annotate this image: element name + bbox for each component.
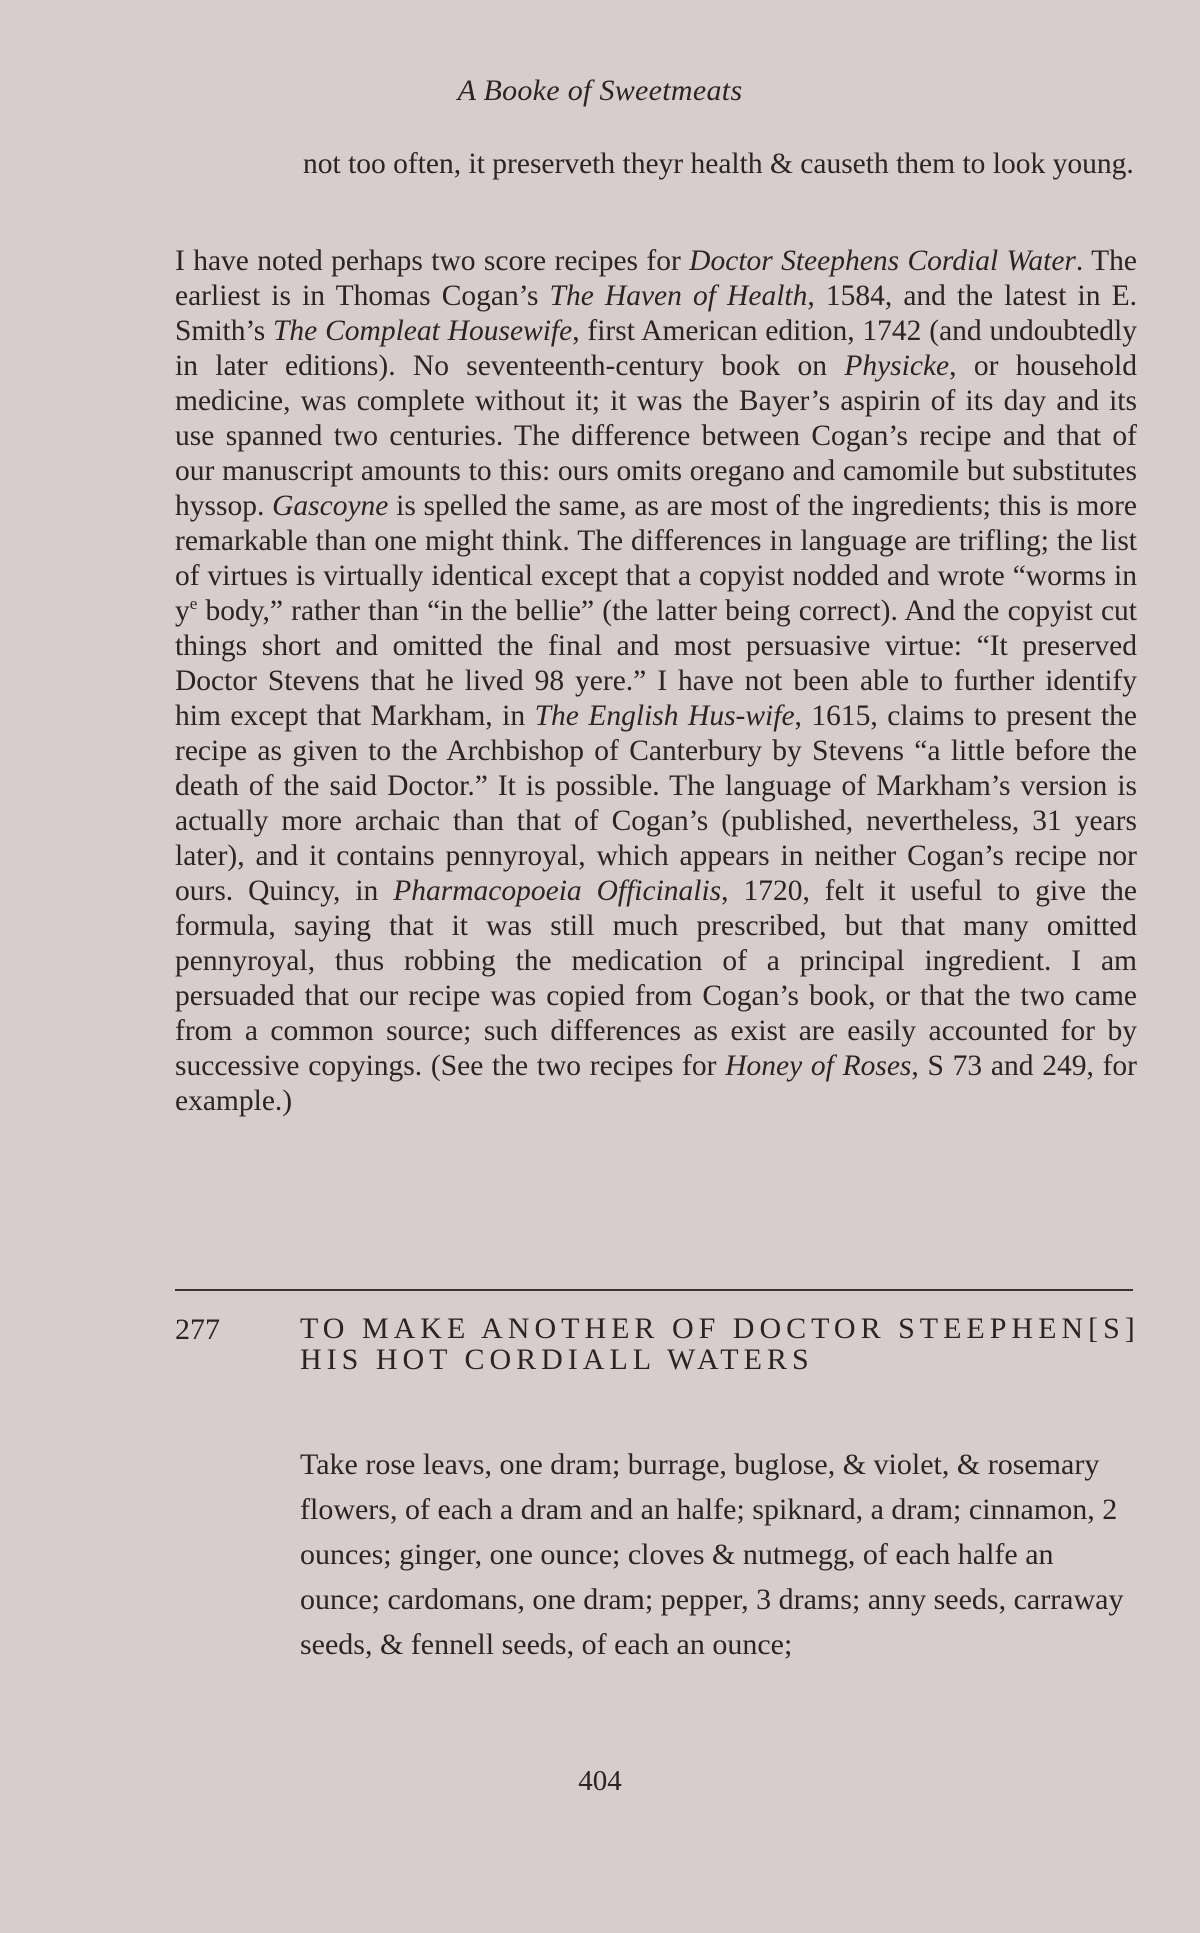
- commentary-text: body,” rather than “in the bellie” (the latter being correct). And the copyist cut things short and omitted the final and most persuasive virtue: “It preserved Doctor Stevens that he lived 98 yere.” I have not been able to further identify him except that Markham, in: [175, 595, 1137, 732]
- commentary-text: , S 73 and 249, for example.): [175, 1050, 1137, 1117]
- section-divider: [175, 1289, 1133, 1291]
- commentary-text: , first American edition, 1742 (and undoubtedly in later editions). No seventeenth-century book on: [175, 315, 1138, 382]
- commentary-italic: The English Hus-wife: [534, 700, 795, 732]
- recipe-continuation: [303, 142, 1143, 186]
- recipe-text: Take rose leavs, one dram; burrage, buglose, & violet, & rosemary flowers, of each a dram and an halfe; spiknard, a dram; cinnamon, 2 ounces; ginger, one ounce; cloves & nutmegg, of each halfe an ounce; cardomans, one dram; pepper, 3 drams; anny seeds, carraway seeds, & fennell seeds, of each an ounce;: [300, 1448, 1124, 1661]
- commentary-italic: Physicke: [844, 350, 950, 382]
- commentary-text: , 1584, and the latest in E. Smith’s: [175, 280, 1137, 347]
- recipe-number: 277: [175, 1313, 220, 1346]
- continuation-text: not too often, it preserveth theyr health & causeth them to look young.: [303, 148, 1134, 180]
- commentary-italic: Honey of Roses: [725, 1050, 912, 1082]
- commentary-italic: The Compleat Housewife: [273, 315, 573, 347]
- recipe-title: TO MAKE ANOTHER OF DOCTOR STEEPHEN[S] HIS HOT CORDIALL WATERS: [300, 1312, 1140, 1376]
- superscript: e: [189, 594, 198, 614]
- commentary-text: I have noted perhaps two score recipes for: [175, 245, 690, 277]
- page-number: 404: [578, 1765, 622, 1797]
- commentary-text: , 1615, claims to present the recipe as given to the Archbishop of Canterbury by Stevens “a little before the death of the said Doctor.” It is possible. The language of Markham’s version is actually more archaic than that of Cogan’s (published, nevertheless, 31 years later), and it contains pennyroyal, which appears in neither Cogan’s recipe nor ours. Quincy, in: [175, 700, 1137, 907]
- commentary-italic: Doctor Steephens Cordial Water: [689, 245, 1076, 277]
- commentary-paragraph: [175, 244, 1137, 1119]
- commentary-italic: Gascoyne: [272, 490, 389, 522]
- commentary-text: is spelled the same, as are most of the ingredients; this is more remarkable than one might think. The differences in language are trifling; the list of virtues is virtually identical except that a copyist nodded and wrote “worms in y: [175, 490, 1137, 627]
- recipe-body: [300, 1442, 1140, 1667]
- running-head: A Booke of Sweetmeats: [457, 74, 743, 107]
- commentary-italic: Pharmacopoeia Officinalis: [393, 875, 722, 907]
- editorial-commentary: [175, 244, 1137, 1119]
- commentary-italic: The Haven of Health: [549, 280, 808, 312]
- commentary-text: , 1720, felt it useful to give the formula, saying that it was still much prescribed, but that many omitted pennyroyal, thus robbing the medication of a principal ingredient. I am persuaded that our recipe was copied from Cogan’s book, or that the two came from a common source; such differences as exist are easily accounted for by successive copyings. (See the two recipes for: [175, 875, 1137, 1082]
- commentary-text: . The earliest is in Thomas Cogan’s: [175, 245, 1137, 312]
- commentary-text: , or household medicine, was complete without it; it was the Bayer’s aspirin of its day and its use spanned two centuries. The difference between Cogan’s recipe and that of our manuscript amounts to this: ours omits oregano and camomile but substitutes hyssop.: [175, 350, 1138, 522]
